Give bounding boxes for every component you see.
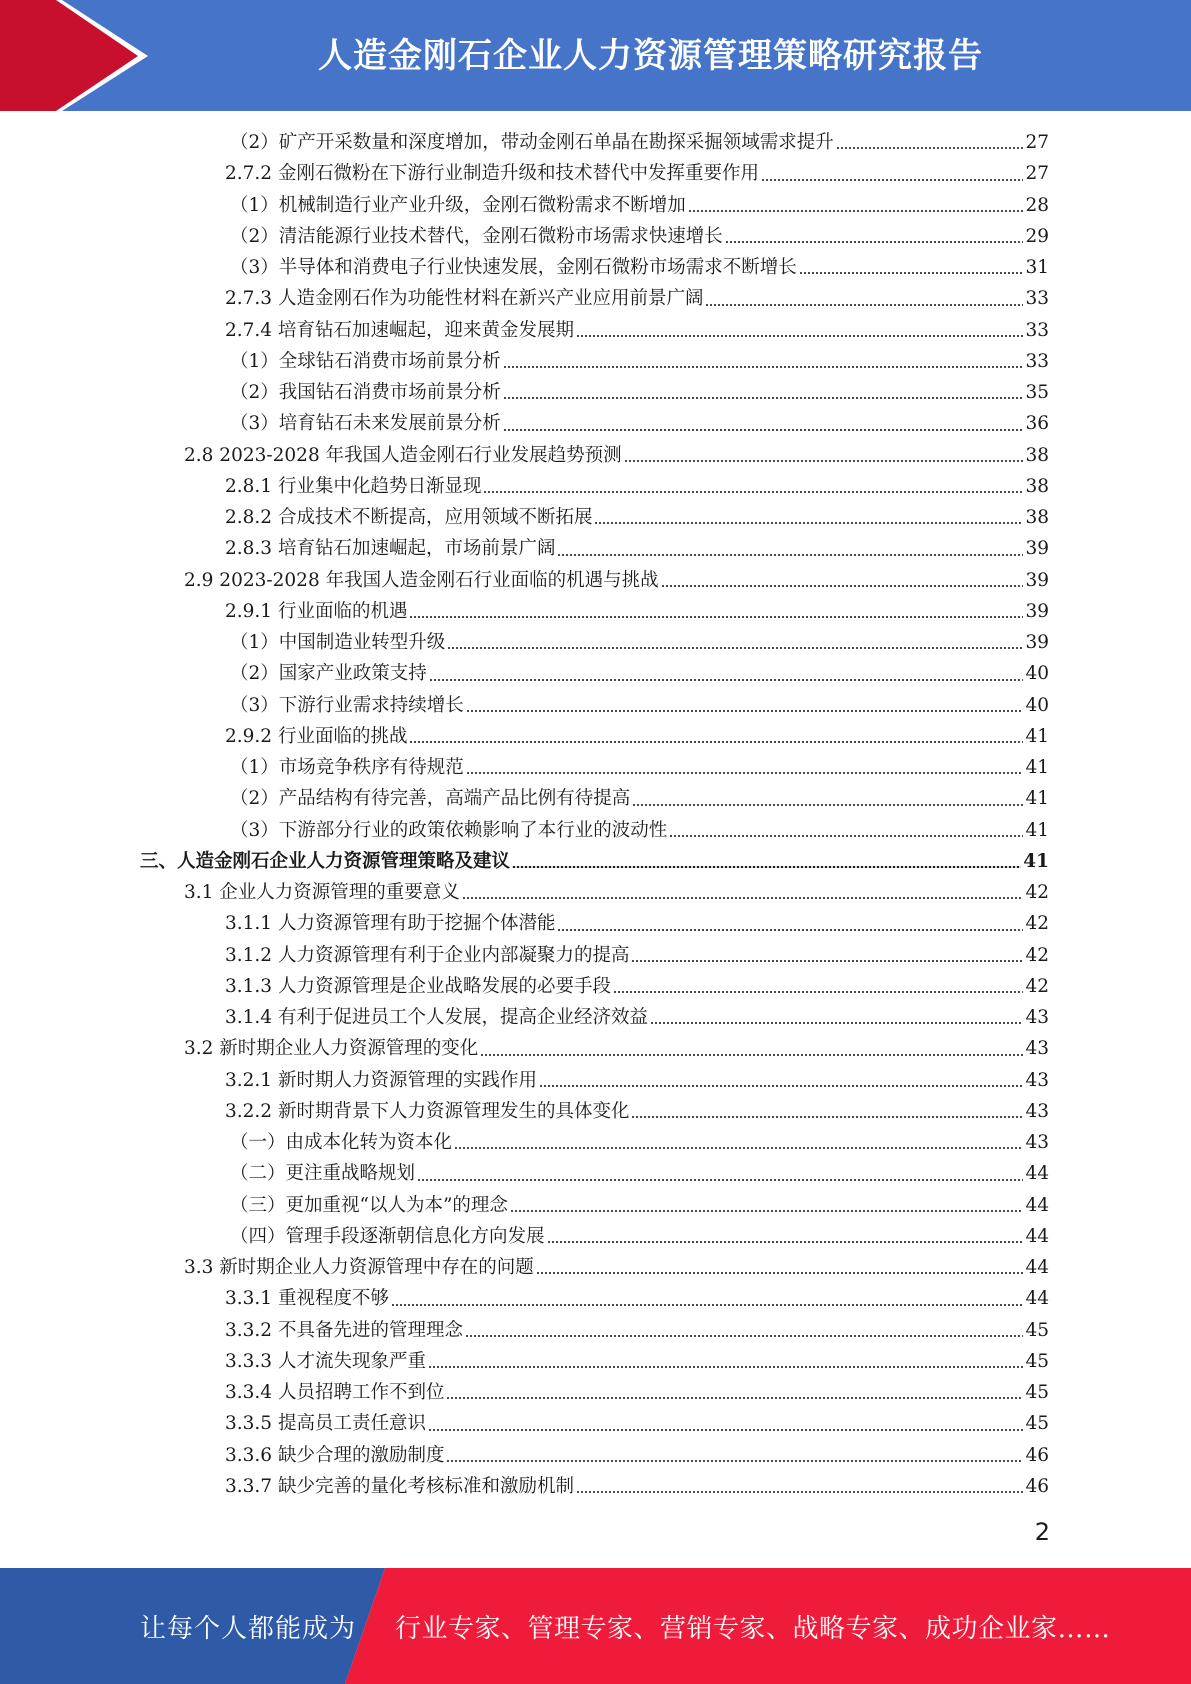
toc-entry[interactable] [140,658,1049,689]
toc-entry-page: 45 [1025,1382,1049,1403]
toc-dot-leader [512,866,1021,868]
toc-entry-title: 3.3.7 缺少完善的量化考核标准和激励机制 [225,1475,574,1497]
toc-entry-page: 38 [1025,475,1049,497]
toc-entry[interactable] [140,471,1049,502]
toc-entry-page: 46 [1025,1475,1049,1497]
toc-entry-page: 41 [1025,757,1049,778]
toc-entry-title: 3.3.1 重视程度不够 [225,1288,389,1310]
toc-entry-title: 3.3 新时期企业人力资源管理中存在的问题 [184,1257,534,1278]
toc-entry-page: 41 [1023,850,1049,872]
toc-entry-page: 36 [1025,413,1049,435]
toc-entry[interactable] [140,221,1049,252]
toc-dot-leader [536,1272,1024,1274]
toc-dot-leader [454,1147,1023,1149]
footer-slogan-right: 行业专家、管理专家、营销专家、战略专家、成功企业家…… [395,1613,1111,1644]
toc-entry-title: （3）下游部分行业的政策依赖影响了本行业的波动性 [230,819,668,841]
toc-dot-leader [557,554,1023,556]
toc-entry-page: 41 [1025,725,1049,747]
toc-entry-page: 44 [1025,1194,1049,1216]
toc-entry[interactable] [140,1471,1049,1502]
toc-entry[interactable] [140,940,1049,971]
toc-entry-title: （2）我国钻石消费市场前景分析 [230,382,501,403]
toc-entry[interactable] [140,1158,1049,1189]
toc-entry-title: 2.7.3 人造金刚石作为功能性材料在新兴产业应用前景广阔 [225,288,704,310]
toc-entry[interactable] [140,1002,1049,1033]
toc-entry[interactable] [140,971,1049,1002]
toc-entry-page: 39 [1025,632,1049,653]
toc-entry[interactable] [140,283,1049,314]
toc-dot-leader [594,522,1023,524]
toc-entry[interactable] [140,1408,1049,1439]
toc-dot-leader [761,179,1023,181]
toc-entry-title: 2.8.2 合成技术不断提高，应用领域不断拓展 [225,507,593,528]
toc-dot-leader [429,679,1024,681]
toc-entry-page: 43 [1025,1007,1049,1028]
toc-entry-title: （1）中国制造业转型升级 [230,632,446,653]
toc-entry[interactable] [140,877,1049,908]
toc-dot-leader [409,741,1023,743]
toc-dot-leader [576,1491,1023,1493]
toc-entry[interactable] [140,721,1049,752]
toc-entry-title: （2）国家产业政策支持 [230,663,427,685]
toc-entry-title: （2）产品结构有待完善，高端产品比例有待提高 [230,788,631,810]
toc-dot-leader [417,1179,1023,1181]
page-number: 2 [1034,1518,1050,1546]
toc-entry-page: 33 [1025,350,1049,372]
toc-entry-page: 45 [1025,1413,1049,1435]
toc-dot-leader [557,929,1023,931]
toc-dot-leader [705,304,1023,306]
toc-entry-title: 2.9 2023-2028 年我国人造金刚石行业面临的机遇与挑战 [184,569,659,591]
toc-dot-leader [483,491,1023,493]
toc-entry-title: 3.2 新时期企业人力资源管理的变化 [184,1038,479,1060]
toc-entry[interactable] [140,1127,1049,1158]
toc-dot-leader [688,210,1024,212]
toc-entry-title: 2.9.2 行业面临的挑战 [225,725,408,747]
toc-entry[interactable] [140,502,1049,533]
toc-entry-title: （三）更加重视“以人为本”的理念 [230,1194,508,1216]
toc-entry-page: 28 [1025,194,1049,216]
toc-entry[interactable] [140,596,1049,627]
toc-entry[interactable] [140,315,1049,346]
toc-entry[interactable] [140,1315,1049,1346]
toc-dot-leader [428,1429,1023,1431]
toc-dot-leader [480,1054,1023,1056]
toc-dot-leader [466,710,1024,712]
toc-entry[interactable] [140,1065,1049,1096]
toc-entry-page: 45 [1025,1319,1049,1341]
toc-entry-page: 43 [1025,1038,1049,1060]
toc-dot-leader [836,147,1024,149]
toc-entry-page: 41 [1025,819,1049,841]
toc-entry[interactable] [140,440,1049,471]
toc-entry-page: 40 [1025,663,1049,685]
toc-entry-title: 3.2.1 新时期人力资源管理的实践作用 [225,1069,537,1091]
toc-entry-page: 27 [1025,132,1049,153]
toc-entry-page: 31 [1025,257,1049,278]
toc-entry[interactable] [140,377,1049,408]
toc-dot-leader [624,460,1024,462]
toc-entry-page: 42 [1025,975,1049,997]
toc-entry-title: 三、人造金刚石企业人力资源管理策略及建议 [140,850,511,872]
toc-entry[interactable] [140,846,1049,877]
toc-entry-title: 3.1.2 人力资源管理有利于企业内部凝聚力的提高 [225,944,630,966]
toc-entry-title: （一）由成本化转为资本化 [230,1132,453,1153]
toc-entry-title: 2.8 2023-2028 年我国人造金刚石行业发展趋势预测 [184,444,622,466]
toc-entry-title: 3.2.2 新时期背景下人力资源管理发生的具体变化 [225,1100,630,1122]
report-title: 人造金刚石企业人力资源管理策略研究报告 [318,36,983,76]
toc-entry[interactable] [140,752,1049,783]
toc-entry-title: 3.1.3 人力资源管理是企业战略发展的必要手段 [225,975,611,997]
toc-entry[interactable] [140,908,1049,939]
toc-entry[interactable] [140,190,1049,221]
toc-entry-page: 29 [1025,225,1049,247]
toc-entry-page: 42 [1025,882,1049,903]
toc-entry-title: 2.8.3 培育钻石加速崛起，市场前景广阔 [225,538,556,560]
toc-entry-title: 2.7.2 金刚石微粉在下游行业制造升级和技术替代中发挥重要作用 [225,163,759,185]
toc-dot-leader [631,960,1023,962]
toc-dot-leader [725,241,1024,243]
toc-entry-title: （2）矿产开采数量和深度增加，带动金刚石单晶在勘探采掘领域需求提升 [230,132,834,153]
toc-entry-page: 38 [1025,507,1049,528]
toc-entry-title: 3.3.2 不具备先进的管理理念 [225,1319,463,1341]
table-of-contents [140,127,1049,1507]
toc-dot-leader [632,804,1023,806]
toc-entry-page: 40 [1025,694,1049,716]
toc-entry[interactable] [140,1033,1049,1064]
toc-entry-page: 44 [1025,1288,1049,1310]
toc-entry-page: 33 [1025,288,1049,310]
toc-entry-title: 2.7.4 培育钻石加速崛起，迎来黄金发展期 [225,319,574,341]
toc-entry-title: 3.3.6 缺少合理的激励制度 [225,1444,445,1466]
toc-entry-page: 39 [1025,569,1049,591]
toc-dot-leader [503,366,1024,368]
toc-entry[interactable] [140,815,1049,846]
toc-dot-leader [409,616,1023,618]
toc-dot-leader [447,647,1023,649]
toc-dot-leader [510,1210,1024,1212]
toc-entry[interactable] [140,1096,1049,1127]
toc-entry-page: 35 [1025,382,1049,403]
toc-entry[interactable] [140,1346,1049,1377]
toc-entry[interactable] [140,1190,1049,1221]
toc-entry-title: （3）半导体和消费电子行业快速发展，金刚石微粉市场需求不断增长 [230,257,797,278]
toc-dot-leader [391,1304,1023,1306]
toc-entry-title: 3.3.4 人员招聘工作不到位 [225,1382,445,1403]
header-banner [0,0,1191,111]
toc-dot-leader [661,585,1024,587]
toc-dot-leader [465,1335,1023,1337]
toc-dot-leader [428,1366,1023,1368]
toc-entry[interactable] [140,1252,1049,1283]
toc-entry-title: （1）机械制造行业产业升级，金刚石微粉需求不断增加 [230,194,686,216]
toc-dot-leader [503,397,1024,399]
toc-entry-title: （1）全球钻石消费市场前景分析 [230,350,501,372]
toc-entry[interactable] [140,346,1049,377]
toc-dot-leader [466,772,1024,774]
toc-entry-page: 42 [1025,944,1049,966]
toc-dot-leader [576,335,1023,337]
toc-entry-title: 3.1.4 有利于促进员工个人发展，提高企业经济效益 [225,1007,648,1028]
toc-entry-page: 43 [1025,1069,1049,1091]
toc-dot-leader [613,991,1023,993]
toc-entry-title: 2.8.1 行业集中化趋势日渐显现 [225,475,482,497]
toc-dot-leader [799,272,1024,274]
toc-entry-page: 44 [1025,1257,1049,1278]
toc-entry-title: （2）清洁能源行业技术替代，金刚石微粉市场需求快速增长 [230,225,723,247]
toc-entry-page: 44 [1025,1225,1049,1247]
toc-dot-leader [503,429,1024,431]
toc-entry[interactable] [140,127,1049,158]
toc-entry[interactable] [140,783,1049,814]
toc-entry-title: 3.3.3 人才流失现象严重 [225,1350,426,1372]
toc-dot-leader [650,1022,1023,1024]
toc-dot-leader [547,1241,1024,1243]
toc-entry-page: 33 [1025,319,1049,341]
toc-entry[interactable] [140,158,1049,189]
toc-entry-page: 42 [1025,913,1049,935]
toc-entry-title: （四）管理手段逐渐朝信息化方向发展 [230,1225,545,1247]
toc-entry-page: 45 [1025,1350,1049,1372]
toc-entry-title: 3.3.5 提高员工责任意识 [225,1413,426,1435]
toc-entry-page: 39 [1025,600,1049,622]
toc-dot-leader [446,1460,1023,1462]
toc-entry[interactable] [140,533,1049,564]
toc-entry-title: （二）更注重战略规划 [230,1163,416,1185]
toc-dot-leader [462,897,1024,899]
toc-entry-page: 46 [1025,1444,1049,1466]
toc-entry[interactable] [140,627,1049,658]
toc-entry[interactable] [140,1283,1049,1314]
footer-banner [0,1568,1191,1684]
toc-dot-leader [669,835,1023,837]
toc-entry-title: （3）下游行业需求持续增长 [230,694,464,716]
toc-entry-page: 43 [1025,1100,1049,1122]
footer-slogan-left: 让每个人都能成为 [140,1613,357,1644]
toc-entry[interactable] [140,1377,1049,1408]
toc-entry[interactable] [140,1221,1049,1252]
toc-entry[interactable] [140,1440,1049,1471]
toc-entry-title: 3.1.1 人力资源管理有助于挖掘个体潜能 [225,913,556,935]
toc-entry-title: （3）培育钻石未来发展前景分析 [230,413,501,435]
toc-dot-leader [539,1085,1023,1087]
toc-entry-page: 38 [1025,444,1049,466]
toc-dot-leader [631,1116,1023,1118]
toc-entry-page: 41 [1025,788,1049,810]
toc-entry-page: 39 [1025,538,1049,560]
toc-entry-title: （1）市场竞争秩序有待规范 [230,757,464,778]
toc-entry-page: 44 [1025,1163,1049,1185]
toc-entry[interactable] [140,252,1049,283]
toc-entry[interactable] [140,565,1049,596]
toc-entry-title: 2.9.1 行业面临的机遇 [225,600,408,622]
toc-entry[interactable] [140,690,1049,721]
toc-entry-title: 3.1 企业人力资源管理的重要意义 [184,882,460,903]
toc-entry[interactable] [140,408,1049,439]
toc-entry-page: 43 [1025,1132,1049,1153]
toc-dot-leader [446,1397,1023,1399]
toc-entry-page: 27 [1025,163,1049,185]
